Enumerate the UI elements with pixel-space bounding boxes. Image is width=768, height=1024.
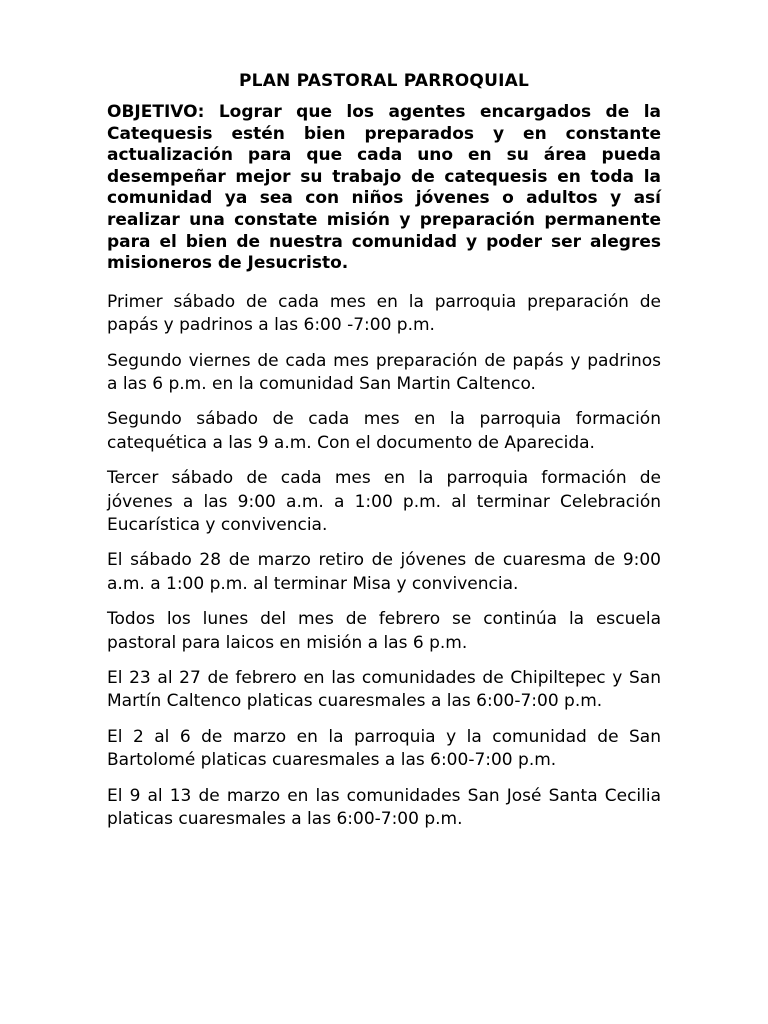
schedule-paragraph-7: El 23 al 27 de febrero en las comunidades de Chipiltepec y San Martín Caltenco platicas cuaresmales a las 6:00-7:00 p.m. [107,668,661,712]
schedule-paragraph-6: Todos los lunes del mes de febrero se continúa la escuela pastoral para laicos en misión a las 6 p.m. [107,609,661,653]
schedule-paragraph-4: Tercer sábado de cada mes en la parroquia formación de jóvenes a las 9:00 a.m. a 1:00 p.m. al terminar Celebración Eucarística y convivencia. [107,468,661,535]
schedule-paragraph-5: El sábado 28 de marzo retiro de jóvenes de cuaresma de 9:00 a.m. a 1:00 p.m. al terminar Misa y convivencia. [107,550,661,594]
schedule-paragraph-8: El 2 al 6 de marzo en la parroquia y la comunidad de San Bartolomé platicas cuaresmales a las 6:00-7:00 p.m. [107,726,661,771]
schedule-paragraph-9: El 9 al 13 de marzo en las comunidades San José Santa Cecilia platicas cuaresmales a las 6:00-7:00 p.m. [107,785,661,830]
document-page [107,70,661,843]
schedule-paragraph-2: Segundo viernes de cada mes preparación de papás y padrinos a las 6 p.m. en la comunidad San Martin Caltenco. [107,350,661,394]
objective-paragraph: OBJETIVO: Lograr que los agentes encargados de la Catequesis estén bien preparados y en constante actualización para que cada uno en su área pueda desempeñar mejor su trabajo de catequesis en toda la comunidad ya sea con niños jóvenes o adultos y así realizar una constate misión y preparación permanente para el bien de nuestra comunidad y poder ser alegres misioneros de Jesucristo. [107,102,661,274]
document-title: PLAN PASTORAL PARROQUIAL [239,71,529,91]
schedule-paragraph-1: Primer sábado de cada mes en la parroquia preparación de papás y padrinos a las 6:00 -7:00 p.m. [107,291,661,336]
schedule-paragraph-3: Segundo sábado de cada mes en la parroquia formación catequética a las 9 a.m. Con el documento de Aparecida. [107,409,661,453]
